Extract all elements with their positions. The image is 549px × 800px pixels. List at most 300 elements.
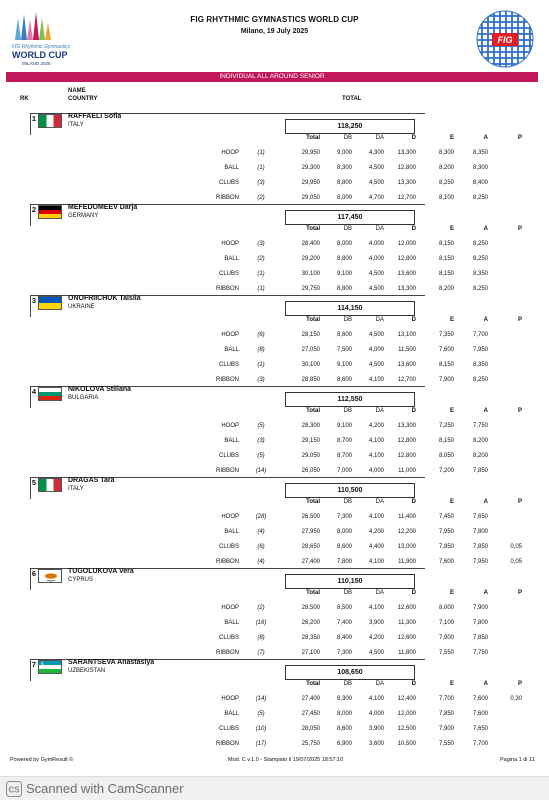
score-da: 4,000 <box>368 256 384 262</box>
country-flag <box>38 660 62 674</box>
apparatus-name: RIBBON <box>215 195 239 201</box>
subheader-db: DB <box>343 317 352 323</box>
apparatus-rank: (5) <box>257 711 265 717</box>
footer-page-number: Pagina 1 di 11 <box>500 757 535 763</box>
score-da: 4,200 <box>368 529 384 535</box>
subheader-a: A <box>483 408 488 414</box>
score-d: 11,000 <box>398 468 416 474</box>
athlete-name: ONOFRIICHUK Taisiia <box>68 295 141 302</box>
apparatus-total: 29,750 <box>301 286 320 292</box>
score-penalty: 0,05 <box>510 559 522 565</box>
apparatus-total: 29,050 <box>301 195 320 201</box>
subheader-da: DA <box>375 226 384 232</box>
score-db: 8,500 <box>336 605 352 611</box>
country-flag <box>38 114 62 128</box>
apparatus-name: RIBBON <box>215 468 239 474</box>
flag-fill <box>39 115 61 127</box>
score-a: 8,400 <box>472 180 488 186</box>
score-d: 12,500 <box>397 726 416 732</box>
athlete-block <box>0 660 549 751</box>
apparatus-row <box>0 708 549 720</box>
score-a: 7,950 <box>472 347 488 353</box>
apparatus-rank: (5) <box>257 423 265 429</box>
score-da: 4,000 <box>368 347 384 353</box>
score-db: 7,500 <box>336 347 352 353</box>
athlete-total: 110,500 <box>285 483 415 498</box>
score-e: 8,150 <box>438 256 454 262</box>
apparatus-total: 28,650 <box>301 544 320 550</box>
score-db: 8,300 <box>336 165 352 171</box>
score-a: 8,350 <box>472 362 488 368</box>
apparatus-row <box>0 723 549 735</box>
score-d: 12,800 <box>397 438 416 444</box>
score-e: 7,600 <box>438 559 454 565</box>
subheader-total: Total <box>306 317 320 323</box>
flag-fill <box>39 661 61 673</box>
apparatus-rank: (1) <box>257 271 265 277</box>
apparatus-total: 28,500 <box>301 605 320 611</box>
subheader-db: DB <box>343 135 352 141</box>
score-e: 7,450 <box>438 514 454 520</box>
subheader-e: E <box>449 681 454 687</box>
score-a: 7,750 <box>472 650 488 656</box>
score-a: 7,850 <box>472 635 488 641</box>
apparatus-row <box>0 617 549 629</box>
score-d: 11,300 <box>398 620 416 626</box>
subheader-p: P <box>517 408 522 414</box>
score-e: 7,550 <box>438 650 454 656</box>
score-e: 7,200 <box>438 468 454 474</box>
athlete-total: 118,250 <box>285 119 415 134</box>
score-da: 3,900 <box>368 726 384 732</box>
fig-logo <box>474 8 536 70</box>
athlete-total: 112,550 <box>285 392 415 407</box>
score-db: 8,800 <box>336 256 352 262</box>
score-a: 8,250 <box>472 377 488 383</box>
score-d: 12,600 <box>397 605 416 611</box>
subheader-db: DB <box>343 226 352 232</box>
subheader-row <box>0 405 549 417</box>
country-flag <box>38 205 62 219</box>
apparatus-total: 29,150 <box>301 438 320 444</box>
score-e: 7,950 <box>438 529 454 535</box>
apparatus-total: 27,050 <box>301 347 320 353</box>
apparatus-rank: (28) <box>255 514 267 520</box>
apparatus-rank: (2) <box>257 195 265 201</box>
page-header <box>0 0 549 72</box>
flag-fill <box>39 570 61 582</box>
country-flag <box>38 478 62 492</box>
score-penalty: 0,05 <box>510 544 522 550</box>
score-d: 13,600 <box>397 362 416 368</box>
subheader-d: D <box>411 408 416 414</box>
apparatus-row <box>0 177 549 189</box>
score-da: 4,500 <box>368 180 384 186</box>
athlete-rank: 4 <box>31 387 36 396</box>
apparatus-total: 27,950 <box>301 529 320 535</box>
apparatus-name: CLUBS <box>218 453 239 459</box>
athlete-name: TUGOLUKOVA Vera <box>68 568 134 575</box>
score-da: 4,500 <box>368 286 384 292</box>
subheader-e: E <box>449 408 454 414</box>
subheader-p: P <box>517 135 522 141</box>
apparatus-rank: (10) <box>255 726 267 732</box>
score-e: 7,250 <box>438 423 454 429</box>
flag-fill <box>39 297 61 309</box>
camscanner-icon <box>6 781 22 797</box>
subheader-a: A <box>483 135 488 141</box>
score-a: 8,200 <box>472 453 488 459</box>
score-e: 8,150 <box>438 362 454 368</box>
subheader-d: D <box>411 681 416 687</box>
apparatus-row <box>0 693 549 705</box>
apparatus-name: HOOP <box>221 423 239 429</box>
apparatus-row <box>0 374 549 386</box>
apparatus-row <box>0 162 549 174</box>
apparatus-rank: (3) <box>257 438 265 444</box>
apparatus-name: CLUBS <box>218 271 239 277</box>
score-da: 4,100 <box>368 438 384 444</box>
score-d: 13,300 <box>397 180 416 186</box>
athlete-block <box>0 387 549 478</box>
athlete-block <box>0 205 549 296</box>
score-db: 8,600 <box>336 544 352 550</box>
footer-powered-by: Powered by GymResult © <box>10 757 74 763</box>
apparatus-row <box>0 602 549 614</box>
country-flag <box>38 296 62 310</box>
apparatus-name: BALL <box>224 347 239 353</box>
score-da: 4,500 <box>368 332 384 338</box>
subheader-da: DA <box>375 681 384 687</box>
score-da: 4,100 <box>368 453 384 459</box>
score-db: 6,900 <box>336 741 352 747</box>
athlete-block <box>0 569 549 660</box>
apparatus-rank: (6) <box>257 332 265 338</box>
subheader-da: DA <box>375 317 384 323</box>
apparatus-rank: (1) <box>257 165 265 171</box>
apparatus-total: 25,750 <box>301 741 320 747</box>
athlete-name: MEFEDOMEEV Darja <box>68 204 138 211</box>
score-a: 8,200 <box>472 438 488 444</box>
athlete-rank: 6 <box>31 569 36 578</box>
score-da: 4,100 <box>368 377 384 383</box>
subheader-total: Total <box>306 590 320 596</box>
score-a: 7,800 <box>472 529 488 535</box>
score-d: 10,500 <box>397 741 416 747</box>
athlete-country: ITALY <box>68 486 84 492</box>
apparatus-total: 26,500 <box>301 514 320 520</box>
country-flag <box>38 569 62 583</box>
score-a: 8,250 <box>472 256 488 262</box>
apparatus-name: HOOP <box>221 605 239 611</box>
fig-logo-text: FIG <box>497 35 513 45</box>
score-d: 12,700 <box>397 377 416 383</box>
score-da: 4,200 <box>368 635 384 641</box>
apparatus-total: 27,100 <box>301 650 320 656</box>
score-e: 7,900 <box>438 635 454 641</box>
apparatus-name: HOOP <box>221 514 239 520</box>
flag-fill <box>39 206 61 218</box>
apparatus-rank: (6) <box>257 544 265 550</box>
footer-print-info: Mod. C v.1.0 - Stampato il 19/07/2025 18:57:10 <box>228 757 344 763</box>
subheader-e: E <box>449 226 454 232</box>
apparatus-rank: (2) <box>257 605 265 611</box>
svg-text:CS: CS <box>8 785 20 795</box>
athlete-country: GERMANY <box>68 213 99 219</box>
category-bar: INDIVIDUAL ALL AROUND SENIOR <box>6 72 538 82</box>
score-db: 7,400 <box>336 620 352 626</box>
apparatus-total: 26,200 <box>301 620 320 626</box>
athlete-rank: 2 <box>31 205 36 214</box>
subheader-row <box>0 678 549 690</box>
score-a: 8,250 <box>472 195 488 201</box>
score-e: 7,100 <box>438 620 454 626</box>
score-e: 7,900 <box>438 377 454 383</box>
apparatus-rank: (4) <box>257 559 265 565</box>
score-da: 4,000 <box>368 241 384 247</box>
subheader-a: A <box>483 590 488 596</box>
athlete-name: DRAGAS Tara <box>68 477 115 484</box>
score-db: 8,000 <box>336 529 352 535</box>
apparatus-name: RIBBON <box>215 741 239 747</box>
score-a: 7,700 <box>472 332 488 338</box>
subheader-a: A <box>483 499 488 505</box>
score-da: 4,200 <box>368 423 384 429</box>
apparatus-total: 28,300 <box>301 423 320 429</box>
score-db: 8,000 <box>336 711 352 717</box>
subheader-a: A <box>483 681 488 687</box>
apparatus-name: BALL <box>224 529 239 535</box>
score-a: 8,300 <box>472 165 488 171</box>
apparatus-rank: (8) <box>257 347 265 353</box>
apparatus-row <box>0 450 549 462</box>
score-a: 8,250 <box>472 241 488 247</box>
score-a: 7,600 <box>472 711 488 717</box>
apparatus-total: 26,050 <box>301 468 320 474</box>
score-da: 4,100 <box>368 696 384 702</box>
subheader-e: E <box>449 590 454 596</box>
apparatus-row <box>0 435 549 447</box>
apparatus-total: 28,400 <box>301 241 320 247</box>
score-a: 8,250 <box>472 286 488 292</box>
rk-column-header: RK <box>20 96 29 102</box>
apparatus-total: 29,950 <box>301 180 320 186</box>
apparatus-row <box>0 192 549 204</box>
subheader-db: DB <box>343 408 352 414</box>
score-d: 13,100 <box>397 332 416 338</box>
cyprus-emblem <box>39 570 62 583</box>
apparatus-total: 29,300 <box>301 165 320 171</box>
score-da: 4,500 <box>368 271 384 277</box>
score-d: 12,600 <box>397 635 416 641</box>
subheader-e: E <box>449 317 454 323</box>
apparatus-total: 27,400 <box>301 696 320 702</box>
score-da: 3,600 <box>368 741 384 747</box>
score-a: 7,650 <box>472 726 488 732</box>
athlete-block <box>0 478 549 569</box>
apparatus-row <box>0 511 549 523</box>
score-a: 7,950 <box>472 559 488 565</box>
country-column-header: COUNTRY <box>68 96 98 102</box>
apparatus-row <box>0 420 549 432</box>
subheader-a: A <box>483 226 488 232</box>
score-a: 7,850 <box>472 468 488 474</box>
score-db: 7,300 <box>336 514 352 520</box>
score-d: 11,400 <box>398 514 416 520</box>
score-d: 12,700 <box>397 195 416 201</box>
subheader-da: DA <box>375 135 384 141</box>
athlete-total: 117,450 <box>285 210 415 225</box>
apparatus-rank: (3) <box>257 377 265 383</box>
apparatus-total: 28,850 <box>301 377 320 383</box>
score-e: 8,100 <box>438 195 454 201</box>
score-da: 4,300 <box>368 150 384 156</box>
apparatus-total: 29,950 <box>301 150 320 156</box>
score-d: 13,000 <box>397 544 416 550</box>
score-da: 4,500 <box>368 362 384 368</box>
score-da: 4,500 <box>368 650 384 656</box>
apparatus-name: BALL <box>224 620 239 626</box>
athlete-rank: 7 <box>31 660 36 669</box>
score-e: 8,300 <box>438 150 454 156</box>
score-e: 7,600 <box>438 347 454 353</box>
athlete-total: 110,150 <box>285 574 415 589</box>
flag-fill <box>39 388 61 400</box>
apparatus-rank: (4) <box>257 529 265 535</box>
score-db: 9,100 <box>336 423 352 429</box>
apparatus-total: 27,450 <box>301 711 320 717</box>
apparatus-row <box>0 541 549 553</box>
score-db: 9,100 <box>336 271 352 277</box>
apparatus-rank: (14) <box>255 468 267 474</box>
score-e: 8,200 <box>438 165 454 171</box>
athlete-rank: 3 <box>31 296 36 305</box>
athlete-total: 114,150 <box>285 301 415 316</box>
subheader-a: A <box>483 317 488 323</box>
scanner-text: Scanned with CamScanner <box>26 781 184 796</box>
apparatus-row <box>0 465 549 477</box>
athlete-country: CYPRUS <box>68 577 94 583</box>
score-d: 12,000 <box>397 711 416 717</box>
apparatus-row <box>0 647 549 659</box>
apparatus-total: 28,050 <box>301 726 320 732</box>
score-a: 7,650 <box>472 514 488 520</box>
flag-fill <box>39 479 61 491</box>
score-e: 7,700 <box>438 696 454 702</box>
score-a: 7,750 <box>472 423 488 429</box>
subheader-e: E <box>449 135 454 141</box>
subheader-e: E <box>449 499 454 505</box>
score-da: 4,000 <box>368 468 384 474</box>
apparatus-name: HOOP <box>221 696 239 702</box>
score-a: 7,700 <box>472 741 488 747</box>
apparatus-row <box>0 253 549 265</box>
score-db: 8,800 <box>336 286 352 292</box>
subheader-total: Total <box>306 408 320 414</box>
score-da: 4,500 <box>368 165 384 171</box>
athlete-country: UKRAINE <box>68 304 95 310</box>
score-e: 8,000 <box>438 605 454 611</box>
subheader-total: Total <box>306 499 320 505</box>
subheader-total: Total <box>306 226 320 232</box>
apparatus-name: BALL <box>224 438 239 444</box>
apparatus-rank: (2) <box>257 256 265 262</box>
score-e: 8,150 <box>438 271 454 277</box>
apparatus-name: RIBBON <box>215 286 239 292</box>
uzbek-crescent <box>39 661 62 674</box>
page-subtitle: Milano, 19 July 2025 <box>240 28 309 35</box>
score-db: 7,800 <box>336 559 352 565</box>
subheader-d: D <box>411 590 416 596</box>
score-a: 7,900 <box>472 605 488 611</box>
score-db: 8,000 <box>336 241 352 247</box>
subheader-row <box>0 223 549 235</box>
score-a: 8,350 <box>472 271 488 277</box>
subheader-p: P <box>517 590 522 596</box>
score-db: 8,800 <box>336 180 352 186</box>
apparatus-name: BALL <box>224 711 239 717</box>
score-da: 4,000 <box>368 711 384 717</box>
score-db: 8,300 <box>336 696 352 702</box>
apparatus-rank: (14) <box>255 696 267 702</box>
apparatus-total: 29,200 <box>301 256 320 262</box>
subheader-d: D <box>411 499 416 505</box>
score-a: 8,350 <box>472 150 488 156</box>
apparatus-rank: (16) <box>255 620 267 626</box>
country-flag <box>38 387 62 401</box>
score-db: 7,300 <box>336 650 352 656</box>
score-a: 7,800 <box>472 620 488 626</box>
subheader-total: Total <box>306 681 320 687</box>
score-e: 7,350 <box>438 332 454 338</box>
athlete-total: 108,650 <box>285 665 415 680</box>
subheader-row <box>0 496 549 508</box>
score-db: 9,100 <box>336 362 352 368</box>
subheader-row <box>0 314 549 326</box>
apparatus-name: CLUBS <box>218 635 239 641</box>
apparatus-rank: (1) <box>257 286 265 292</box>
apparatus-row <box>0 329 549 341</box>
score-db: 8,700 <box>336 438 352 444</box>
apparatus-name: HOOP <box>221 332 239 338</box>
apparatus-row <box>0 556 549 568</box>
apparatus-rank: (1) <box>257 150 265 156</box>
score-penalty: 0,30 <box>510 696 522 702</box>
score-db: 8,000 <box>336 195 352 201</box>
score-d: 11,800 <box>398 650 416 656</box>
subheader-da: DA <box>375 499 384 505</box>
athlete-block <box>0 296 549 387</box>
apparatus-total: 29,050 <box>301 453 320 459</box>
name-column-header: NAME <box>68 88 86 94</box>
apparatus-row <box>0 526 549 538</box>
apparatus-total: 28,350 <box>301 635 320 641</box>
athlete-name: NIKOLOVA Stiliana <box>68 386 132 393</box>
score-db: 8,600 <box>336 726 352 732</box>
score-db: 7,000 <box>336 468 352 474</box>
score-a: 7,850 <box>472 544 488 550</box>
apparatus-row <box>0 147 549 159</box>
score-db: 8,700 <box>336 453 352 459</box>
apparatus-total: 27,400 <box>301 559 320 565</box>
subheader-db: DB <box>343 499 352 505</box>
score-e: 8,150 <box>438 241 454 247</box>
athlete-rank: 5 <box>31 478 36 487</box>
score-db: 9,000 <box>336 150 352 156</box>
apparatus-name: CLUBS <box>218 544 239 550</box>
athlete-country: UZBEKISTAN <box>68 668 106 674</box>
score-e: 8,050 <box>438 453 454 459</box>
